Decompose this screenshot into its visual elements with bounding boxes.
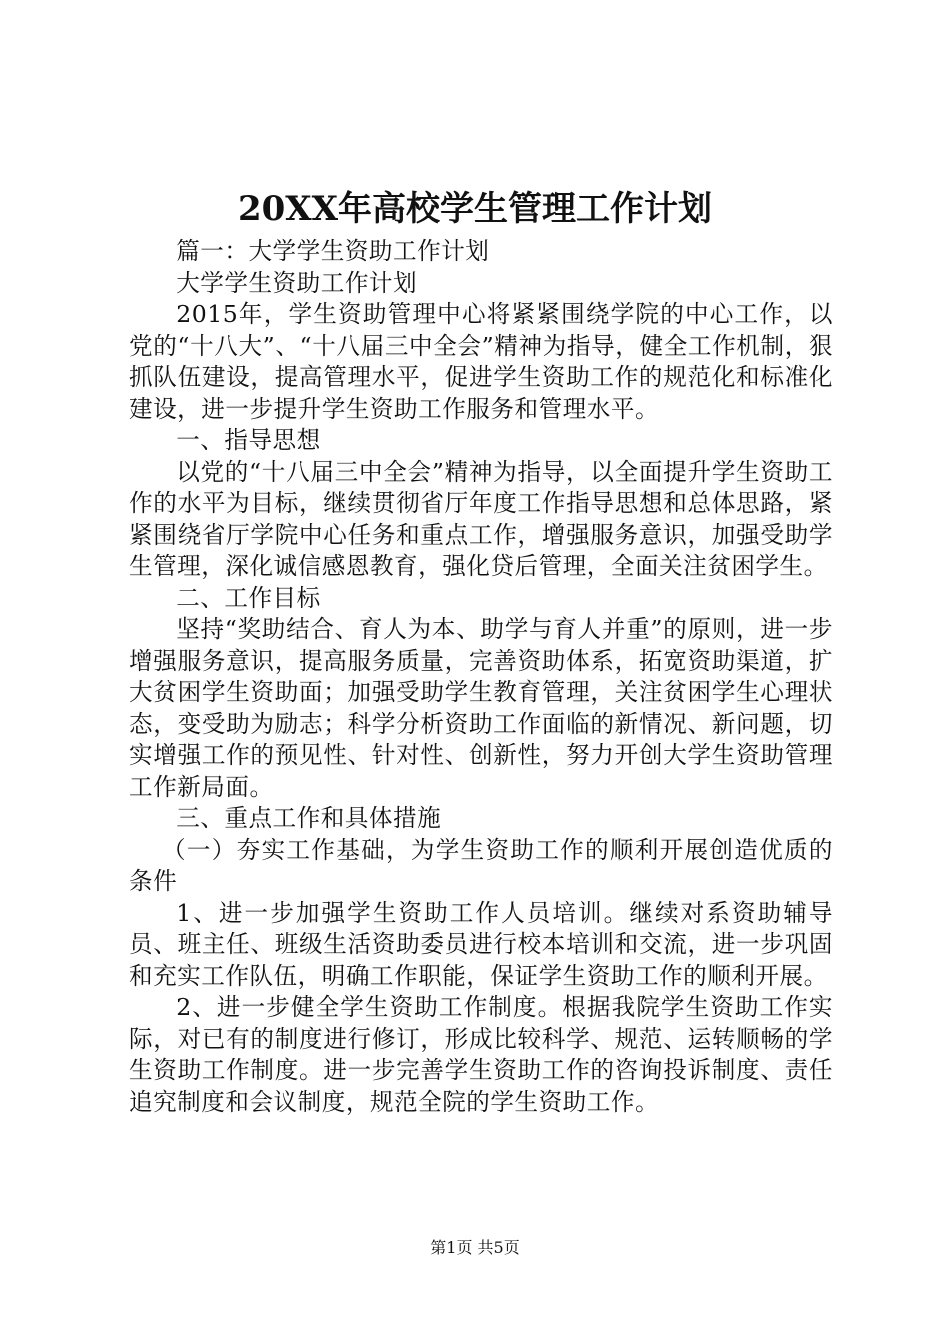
paragraph-item-2: 2、进一步健全学生资助工作制度。根据我院学生资助工作实际，对已有的制度进行修订，形成比较科学、规范、运转顺畅的学生资助工作制度。进一步完善学生资助工作的咨询投诉制度、责任追究制度和会议制度，规范全院的学生资助工作。 bbox=[129, 993, 833, 1116]
intro-paragraph: 2015年，学生资助管理中心将紧紧围绕学院的中心工作，以党的“十八大”、“十八届三中全会”精神为指导，健全工作机制，狠抓队伍建设，提高管理水平，促进学生资助工作的规范化和标准化建设，进一步提升学生资助工作服务和管理水平。 bbox=[129, 300, 833, 423]
heading-key-work: 三、重点工作和具体措施 bbox=[176, 804, 442, 832]
document-title: 20XX年高校学生管理工作计划 bbox=[237, 189, 713, 229]
subheading-foundation: （一）夯实工作基础，为学生资助工作的顺利开展创造优质的条件 bbox=[129, 835, 833, 895]
paragraph-item-1: 1、进一步加强学生资助工作人员培训。继续对系资助辅导员、班主任、班级生活资助委员进行校本培训和交流，进一步巩固和充实工作队伍，明确工作职能，保证学生资助工作的顺利开展。 bbox=[129, 898, 833, 990]
paragraph-guiding-ideology: 以党的“十八届三中全会”精神为指导，以全面提升学生资助工作的水平为目标，继续贯彻省厅年度工作指导思想和总体思路，紧紧围绕省厅学院中心任务和重点工作，增强服务意识，加强受助学生管理，深化诚信感恩教育，强化贷后管理，全面关注贫困学生。 bbox=[129, 457, 833, 580]
heading-work-goals: 二、工作目标 bbox=[176, 583, 321, 612]
document-body bbox=[129, 236, 833, 1118]
subtitle: 大学学生资助工作计划 bbox=[176, 268, 418, 297]
heading-guiding-ideology: 一、指导思想 bbox=[176, 426, 321, 454]
section-heading-part-one: 篇一：大学学生资助工作计划 bbox=[176, 237, 490, 265]
page-footer: 第1页 共5页 bbox=[430, 1238, 520, 1257]
paragraph-work-goals: 坚持“奖助结合、育人为本、助学与育人并重”的原则，进一步增强服务意识，提高服务质量，完善资助体系，拓宽资助渠道，扩大贫困学生资助面；加强受助学生教育管理，关注贫困学生心理状态，变受助为励志；科学分析资助工作面临的新情况、新问题，切实增强工作的预见性、针对性、创新性，努力开创大学生资助管理工作新局面。 bbox=[129, 615, 833, 801]
